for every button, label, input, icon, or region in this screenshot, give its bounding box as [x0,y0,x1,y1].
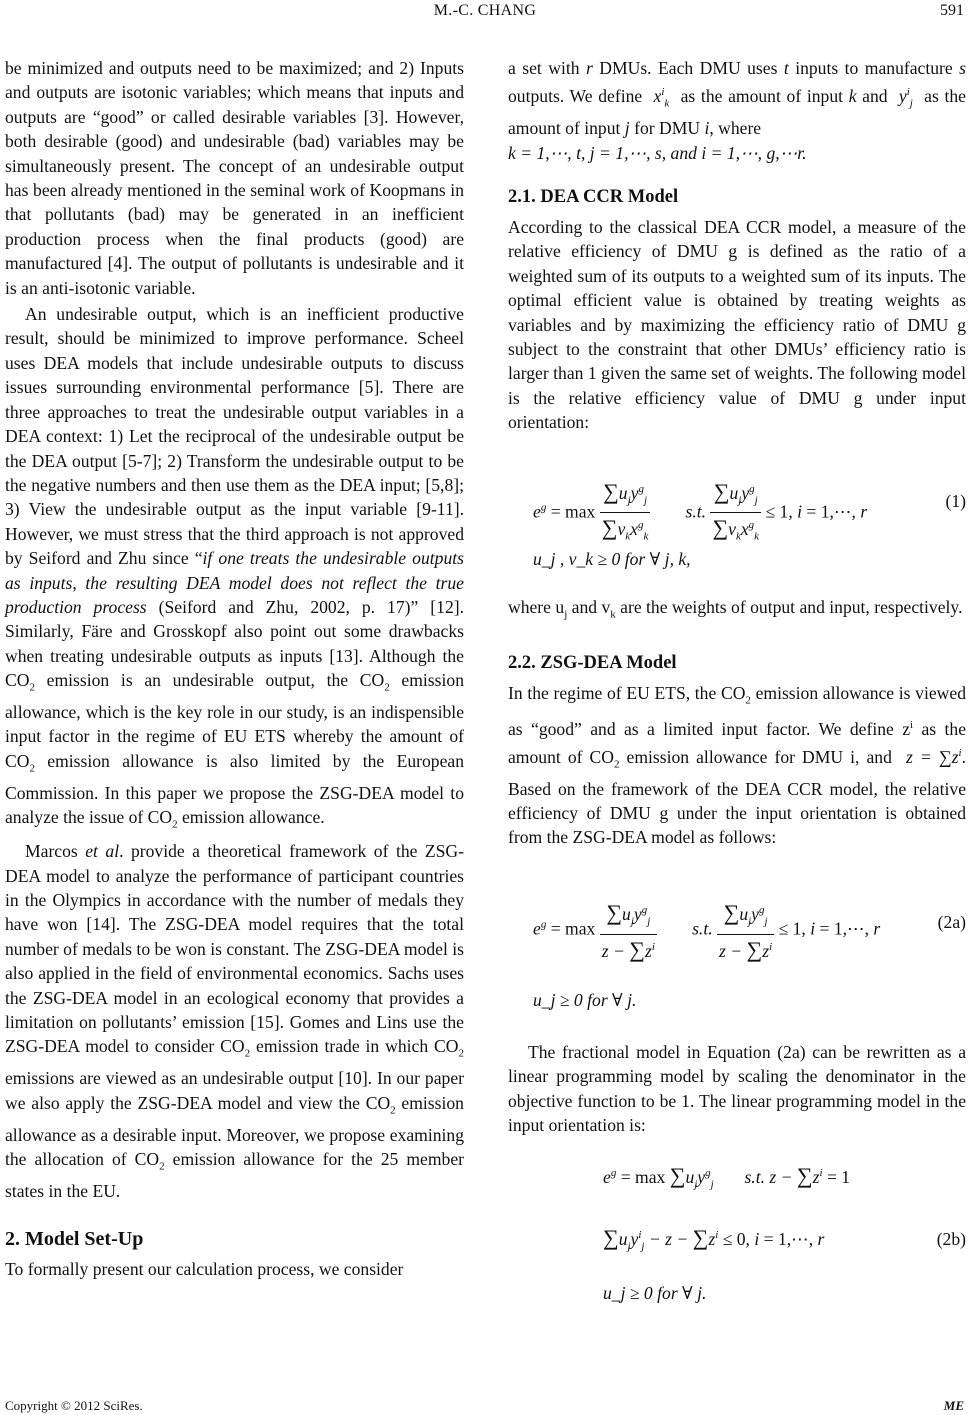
paragraph: According to the classical DEA CCR model, a measure of the relative efficiency of DMU g is defined as the ratio of a weighted sum of its outputs to a weighted sum of its inputs. The optimal efficient value is obtained by treating weights as variables and by maximizing the efficiency ratio of DMU g subject to the constraint that other DMUs’ efficiency ratio is larger than 1 given the same set of weights. The following model is the relative efficiency value of DMU g under input orientation: [508,217,966,433]
paragraph: a set with r DMUs. Each DMU uses t inputs to manufacture s outputs. We define $x^i_k$ as the amount of input k and $y^i_j$ as the amount of input j for DMU i, where k = 1,⋯, t, j = 1,⋯, s, and i = 1,⋯, g,⋯r. [508,58,966,163]
equation-1: $e^g = \max$ $\frac{\sum u_jy^g_j}{\sum v_kx^g_k}$ s.t. $\frac{\sum u_jy^g_j}{\sum v_kx^g_k}$ ≤ 1, i = 1,⋯, r (1) u_j , v_k ≥ 0 for ∀ j, k, [508,447,966,575]
paragraph: In the regime of EU ETS, the $CO_2$ emission allowance is viewed as “good” and as a limited input factor. We define $z^i$ as the amount of $CO_2$ emission allowance for DMU i, and $z = \sum z^i$. Based on the framework of the DEA CCR model, the relative efficiency of DMU g under the input orientation is obtained from the ZSG-DEA model as follows: [508,682,966,848]
paragraph: An undesirable output, which is an inefficient productive result, should be minimized to improve performance. Scheel uses DEA models that include undesirable outputs to discuss issues surrounding environmental performance [5]. There are three approaches to treat the undesirable output variables in a DEA context: 1) Let the reciprocal of the undesirable output be the DEA output [5-7]; 2) Transform the undesirable output to be the negative numbers and then use them as the DEA input; [5,8]; 3) View the undesirable output as the input variable [9-11]. However, we must stress that the third approach is not approved by Seiford and Zhu since “if one treats the undesirable outputs as inputs, the resulting DEA model does not reflect the true production process (Seiford and Zhu, 2002, p. 17)” [12]. Similarly, Färe and Grosskopf also point out some drawbacks when treating undesirable outputs as inputs [13]. Although the $CO_2$ emission is an undesirable output, the $CO_2$ emission allowance, which is the key role in our study, is an indispensible input factor in the regime of EU ETS whereby the amount of $CO_2$ emission allowance is also limited by the European Commission. In this paper we propose the ZSG-DEA model to analyze the issue of $CO_2$ emission allowance. [5,304,464,831]
equation-condition: u_j , v_k ≥ 0 for ∀ j, k, [533,548,691,569]
paragraph [5,56,464,300]
paragraph: where $u_j$ and $v_k$ are the weights of output and input, respectively. [508,596,963,621]
journal-abbrev: ME [943,1398,964,1413]
text: be minimized and outputs need to be maximized; and 2) Inputs and outputs are isotonic variables; which means that inputs and outputs are “good” or called desirable variables [3]. However, both desirable (good) and undesirable (bad) variables may be simultaneously present. The concept of an undesirable output has been already mentioned in the seminal work of Koopmans in that pollutants (bad) may be generated in an inefficient production process when the final products (good) are manufactured [4]. The output of pollutants is undesirable and it is an anti-isotonic variable. [5,58,464,298]
subsection-heading: 2.1. DEA CCR Model [508,187,679,207]
paragraph: To formally present our calculation process, we consider [5,1259,404,1280]
paragraph: Marcos et al. provide a theoretical framework of the ZSG-DEA model to analyze the performance of participant countries in the Olympics in accordance with the number of medals they have won [14]. The ZSG-DEA model requires that the total number of medals to be won is constant. The ZSG-DEA model is also applied in the field of environmental economics. Sachs uses the ZSG-DEA model in an ecological economy that provides a limitation on pollutants’ emission [15]. Gomes and Lins use the ZSG-DEA model to consider $CO_2$ emission trade in which $CO_2$ emissions are viewed as an undesirable output [10]. In our paper we also apply the ZSG-DEA model and view the $CO_2$ emission allowance as a desirable input. Moreover, we propose examining the allocation of $CO_2$ emission allowance for the 25 member states in the EU. [5,841,465,1201]
index-range: k = 1,⋯, t, j = 1,⋯, s, and i = 1,⋯, g,⋯r. [508,142,807,163]
page-footer [0,1398,970,1415]
equation-number: (2b) [936,1229,966,1250]
running-title: M.-C. CHANG [433,2,537,19]
equation-condition: u_j ≥ 0 for ∀ j. [533,989,637,1010]
equation-number: (1) [945,490,966,511]
copyright: Copyright © 2012 SciRes. [5,1398,143,1413]
equation-condition: u_j ≥ 0 for ∀ j. [603,1283,707,1304]
page-number: 591 [940,2,964,19]
equation-number: (2a) [937,911,966,932]
equation-2b: $e^g = \max \sum u_jy^g_j$ s.t. $z - \sum z^i = 1$ $\sum u_jy^i_j - z - \sum z^i \le 0$, i = 1,⋯, r (2b) u_j ≥ 0 for ∀ j. [508,1151,966,1311]
equation-2a: $e^g = \max$ $\frac{\sum u_jy^g_j}{z - \sum z^i}$ s.t. $\frac{\sum u_jy^g_j}{z - \sum z^i}$ ≤ 1, i = 1,⋯, r (2a) u_j ≥ 0 for ∀ j. [508,864,966,1014]
section-heading: 2. Model Set-Up [5,1228,144,1251]
left-column [5,56,464,1282]
page-header [0,0,970,30]
paragraph: The fractional model in Equation (2a) can be rewritten as a linear programming model by scaling the denominator in the objective function to be 1. The linear programming model in the input orientation is: [508,1041,966,1135]
right-column [508,56,966,1311]
subsection-heading: 2.2. ZSG-DEA Model [508,652,677,673]
